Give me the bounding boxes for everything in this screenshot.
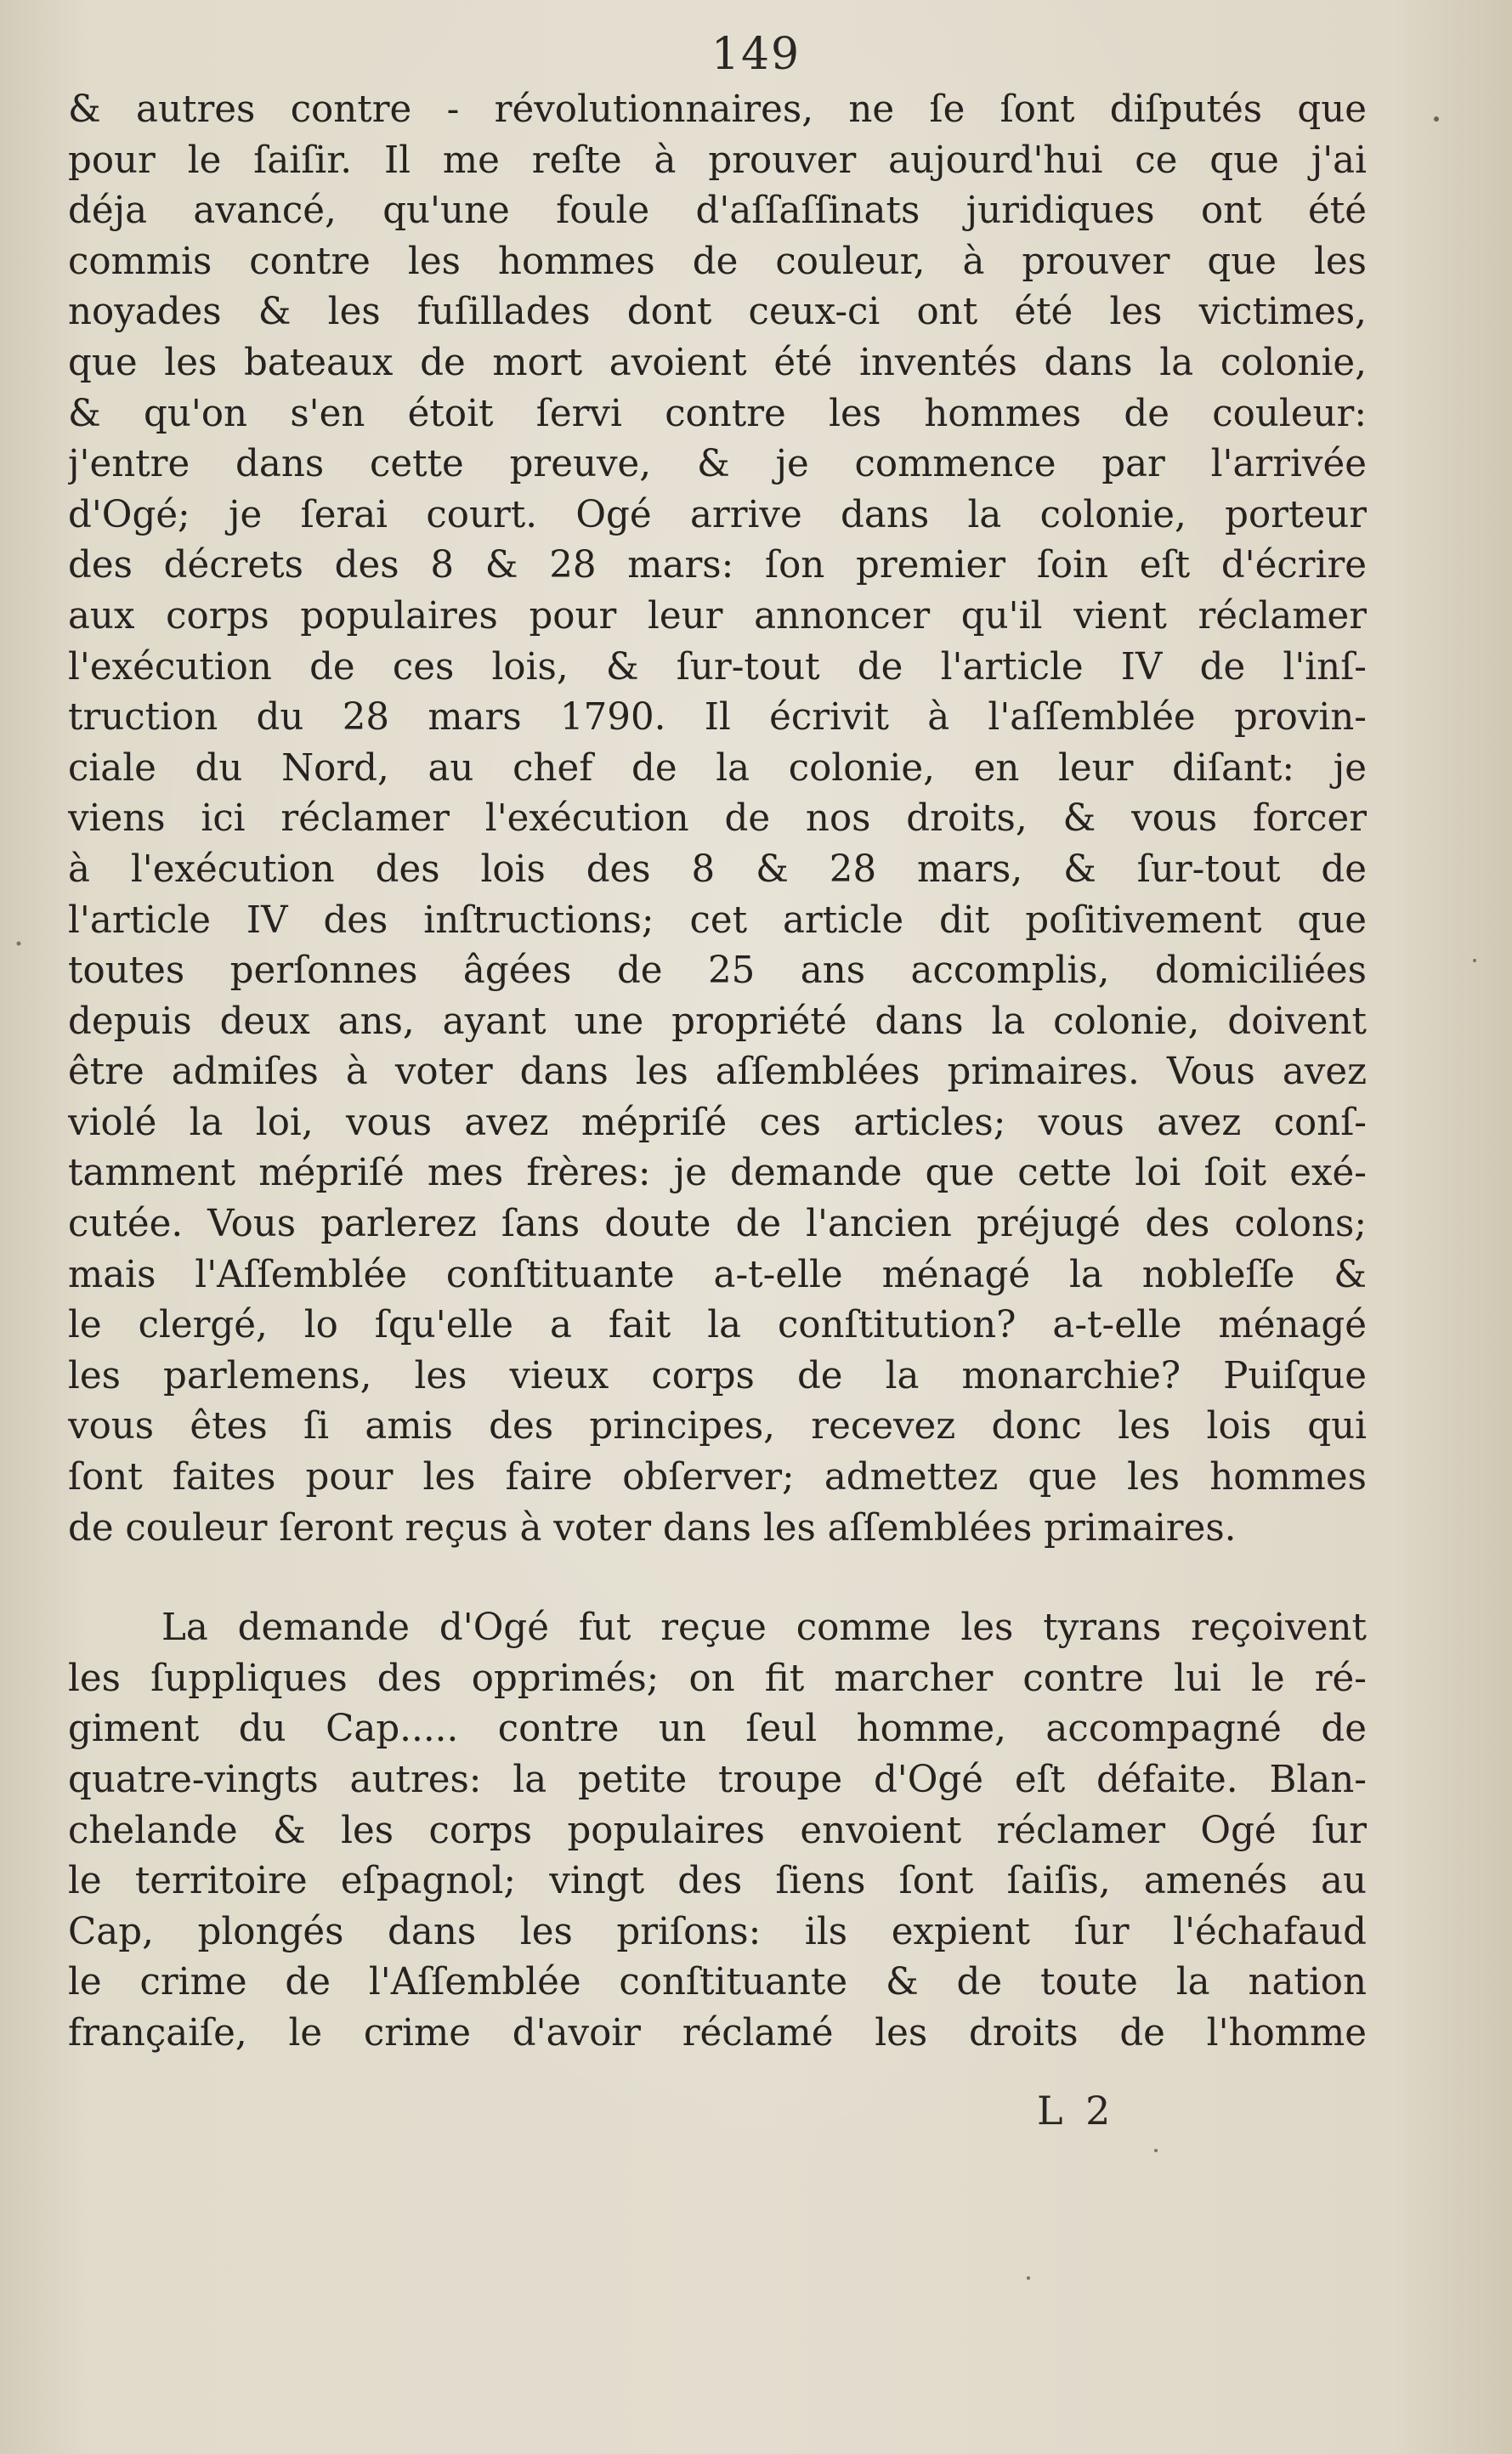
text-line: violé la loi, vous avez mépriſé ces articles; vous avez conſ- bbox=[68, 1101, 1367, 1144]
paper-speck bbox=[1027, 2276, 1030, 2280]
paper-speck bbox=[1154, 2149, 1158, 2152]
text-line: d'Ogé; je ſerai court. Ogé arrive dans la colonie, porteur bbox=[68, 493, 1367, 536]
text-line: être admiſes à voter dans les aſſemblées primaires. Vous avez bbox=[68, 1051, 1367, 1094]
text-line: j'entre dans cette preuve, & je commence par l'arrivée bbox=[68, 443, 1367, 486]
text-line: La demande d'Ogé fut reçue comme les tyrans reçoivent bbox=[161, 1607, 1367, 1650]
text-line: Cap, plongés dans les priſons: ils expient ſur l'échafaud bbox=[68, 1910, 1367, 1953]
text-line: les ſuppliques des opprimés; on fit marcher contre lui le ré- bbox=[68, 1657, 1367, 1700]
body-text bbox=[68, 85, 1367, 2060]
text-line: toutes perſonnes âgées de 25 ans accomplis, domiciliées bbox=[68, 949, 1367, 993]
text-line: le territoire eſpagnol; vingt des ſiens ſont ſaiſis, amenés au bbox=[68, 1860, 1367, 1903]
text-line: mais l'Aſſemblée conſtituante a-t-elle ménagé la nobleſſe & bbox=[68, 1253, 1367, 1296]
text-line: ſont faites pour les faire obſerver; admettez que les hommes bbox=[68, 1456, 1367, 1499]
text-line: des décrets des 8 & 28 mars: ſon premier ſoin eſt d'écrire bbox=[68, 544, 1367, 587]
text-line: l'article IV des inſtructions; cet article dit poſitivement que bbox=[68, 898, 1367, 942]
text-line: déja avancé, qu'une foule d'aſſaſſinats juridiques ont été bbox=[68, 190, 1367, 233]
paragraph-spacer bbox=[68, 1554, 1367, 1603]
text-line: l'exécution de ces lois, & ſur-tout de l'article IV de l'inſ- bbox=[68, 645, 1367, 689]
paragraph bbox=[68, 1603, 1367, 2059]
signature-mark: L 2 bbox=[1037, 2088, 1116, 2134]
text-line: que les bateaux de mort avoient été inventés dans la colonie, bbox=[68, 341, 1367, 384]
text-line: pour le ſaiſir. Il me reſte à prouver aujourd'hui ce que j'ai bbox=[68, 139, 1367, 182]
text-line: tamment mépriſé mes frères: je demande que cette loi ſoit exé- bbox=[68, 1152, 1367, 1195]
text-line: viens ici réclamer l'exécution de nos droits, & vous forcer bbox=[68, 797, 1367, 841]
page-number: 149 bbox=[711, 29, 801, 80]
text-line: chelande & les corps populaires envoient réclamer Ogé ſur bbox=[68, 1809, 1367, 1852]
paper-speck bbox=[1434, 116, 1439, 122]
text-line: quatre-vingts autres: la petite troupe d'Ogé eſt défaite. Blan- bbox=[68, 1759, 1367, 1801]
text-line: depuis deux ans, ayant une propriété dans la colonie, doivent bbox=[68, 1000, 1367, 1043]
text-line: noyades & les fuſillades dont ceux-ci ont été les victimes, bbox=[68, 291, 1367, 334]
text-line: cutée. Vous parlerez ſans doute de l'ancien préjugé des colons; bbox=[68, 1203, 1367, 1246]
text-line: commis contre les hommes de couleur, à prouver que les bbox=[68, 240, 1367, 283]
text-line: & autres contre - révolutionnaires, ne ſe ſont diſputés que bbox=[68, 88, 1367, 131]
text-line: ciale du Nord, au chef de la colonie, en leur diſant: je bbox=[68, 746, 1367, 790]
paper-speck bbox=[1473, 959, 1476, 962]
text-line: vous êtes ſi amis des principes, recevez donc les lois qui bbox=[68, 1405, 1367, 1448]
paragraph bbox=[68, 85, 1367, 1554]
text-line: françaiſe, le crime d'avoir réclamé les droits de l'homme bbox=[68, 2011, 1367, 2054]
paper-speck bbox=[17, 942, 21, 946]
text-line: de couleur ſeront reçus à voter dans les aſſemblées primaires. bbox=[68, 1506, 1237, 1550]
text-line: aux corps populaires pour leur annoncer qu'il vient réclamer bbox=[68, 594, 1367, 638]
text-line: à l'exécution des lois des 8 & 28 mars, & ſur-tout de bbox=[68, 847, 1367, 891]
text-line: giment du Cap..... contre un ſeul homme, accompagné de bbox=[68, 1708, 1367, 1751]
text-line: & qu'on s'en étoit ſervi contre les hommes de couleur: bbox=[68, 392, 1367, 435]
text-line: les parlemens, les vieux corps de la monarchie? Puiſque bbox=[68, 1354, 1367, 1397]
text-line: le crime de l'Aſſemblée conſtituante & de toute la nation bbox=[68, 1961, 1367, 2004]
text-line: truction du 28 mars 1790. Il écrivit à l'aſſemblée provin- bbox=[68, 696, 1367, 740]
text-line: le clergé, lo ſqu'elle a fait la conſtitution? a-t-elle ménagé bbox=[68, 1304, 1367, 1347]
